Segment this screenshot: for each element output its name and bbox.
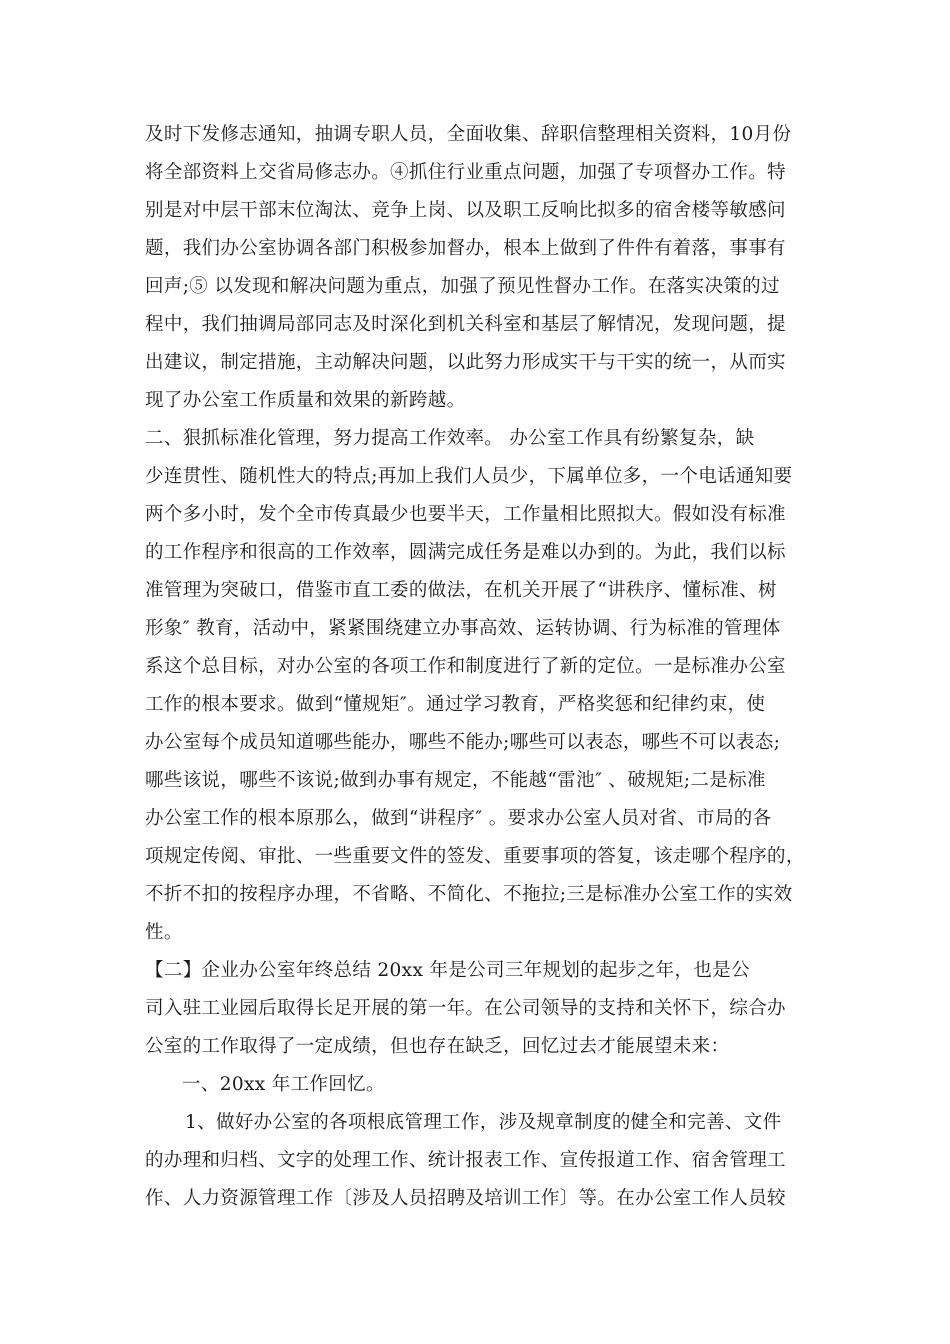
text-line: 办公室工作的根本原那么，做到“讲程序″ 。要求办公室人员对省、市局的各 <box>145 808 772 829</box>
text-line: 形象″ 教育，活动中，紧紧围绕建立办事高效、运转协调、行为标准的管理体 <box>145 618 781 639</box>
text-line: 哪些该说，哪些不该说;做到办事有规定，不能越“雷池″ 、破规矩;二是标准 <box>145 770 766 791</box>
text-line: 工作的根本要求。做到“懂规矩″。通过学习教育，严格奖惩和纪律约束，使 <box>145 694 766 715</box>
text-line: 两个多小时，发个全市传真最少也要半天，工作量相比照拟大。假如没有标准 <box>145 504 786 525</box>
text-line: 回声;⑤ 以发现和解决问题为重点，加强了预见性督办工作。在落实决策的过 <box>145 276 780 297</box>
text-line: 准管理为突破口，借鉴市直工委的做法，在机关开展了“讲秩序、懂标准、树 <box>145 580 777 601</box>
text-line: 项规定传阅、审批、一些重要文件的签发、重要事项的答复，该走哪个程序的， <box>145 846 805 867</box>
text-line: 少连贯性、随机性大的特点;再加上我们人员少，下属单位多，一个电话通知要 <box>145 466 793 487</box>
text-line: 别是对中层干部末位淘汰、竞争上岗、以及职工反响比拟多的宿舍楼等敏感问 <box>145 200 786 221</box>
section-heading-line: 【二】企业办公室年终总结 20xx 年是公司三年规划的起步之年，也是公 <box>145 960 750 981</box>
subheading-line: 一、20xx 年工作回忆。 <box>182 1074 385 1095</box>
text-line: 的办理和归档、文字的处理工作、统计报表工作、宣传报道工作、宿舍管理工 <box>145 1150 786 1171</box>
text-line: 将全部资料上交省局修志办。④抓住行业重点问题，加强了专项督办工作。特 <box>145 162 786 183</box>
text-line: 系这个总目标，对办公室的各项工作和制度进行了新的定位。一是标准办公室 <box>145 656 786 677</box>
text-line: 的工作程序和很高的工作效率，圆满完成任务是难以办到的。为此，我们以标 <box>145 542 786 563</box>
text-line: 公室的工作取得了一定成绩，但也存在缺乏，回忆过去才能展望未来： <box>145 1036 730 1057</box>
text-line: 1、做好办公室的各项根底管理工作，涉及规章制度的健全和完善、文件 <box>185 1112 782 1133</box>
text-line: 办公室每个成员知道哪些能办，哪些不能办;哪些可以表态，哪些不可以表态; <box>145 732 781 753</box>
text-line: 性。 <box>145 922 183 943</box>
text-line: 作、人力资源管理工作〔涉及人员招聘及培训工作〕等。在办公室工作人员较 <box>145 1188 786 1209</box>
text-line: 现了办公室工作质量和效果的新跨越。 <box>145 390 466 411</box>
text-line: 及时下发修志通知，抽调专职人员，全面收集、辞职信整理相关资料，10月份 <box>145 124 792 145</box>
text-line: 出建议，制定措施，主动解决问题，以此努力形成实干与干实的统一，从而实 <box>145 352 786 373</box>
text-line: 程中，我们抽调局部同志及时深化到机关科室和基层了解情况，发现问题，提 <box>145 314 786 335</box>
section-heading-line: 二、狠抓标准化管理，努力提高工作效率。 办公室工作具有纷繁复杂，缺 <box>145 428 755 449</box>
text-line: 司入驻工业园后取得长足开展的第一年。在公司领导的支持和关怀下，综合办 <box>145 998 786 1019</box>
text-line: 题，我们办公室协调各部门积极参加督办，根本上做到了件件有着落，事事有 <box>145 238 786 259</box>
text-line: 不折不扣的按程序办理，不省略、不简化、不拖拉;三是标准办公室工作的实效 <box>145 884 793 905</box>
